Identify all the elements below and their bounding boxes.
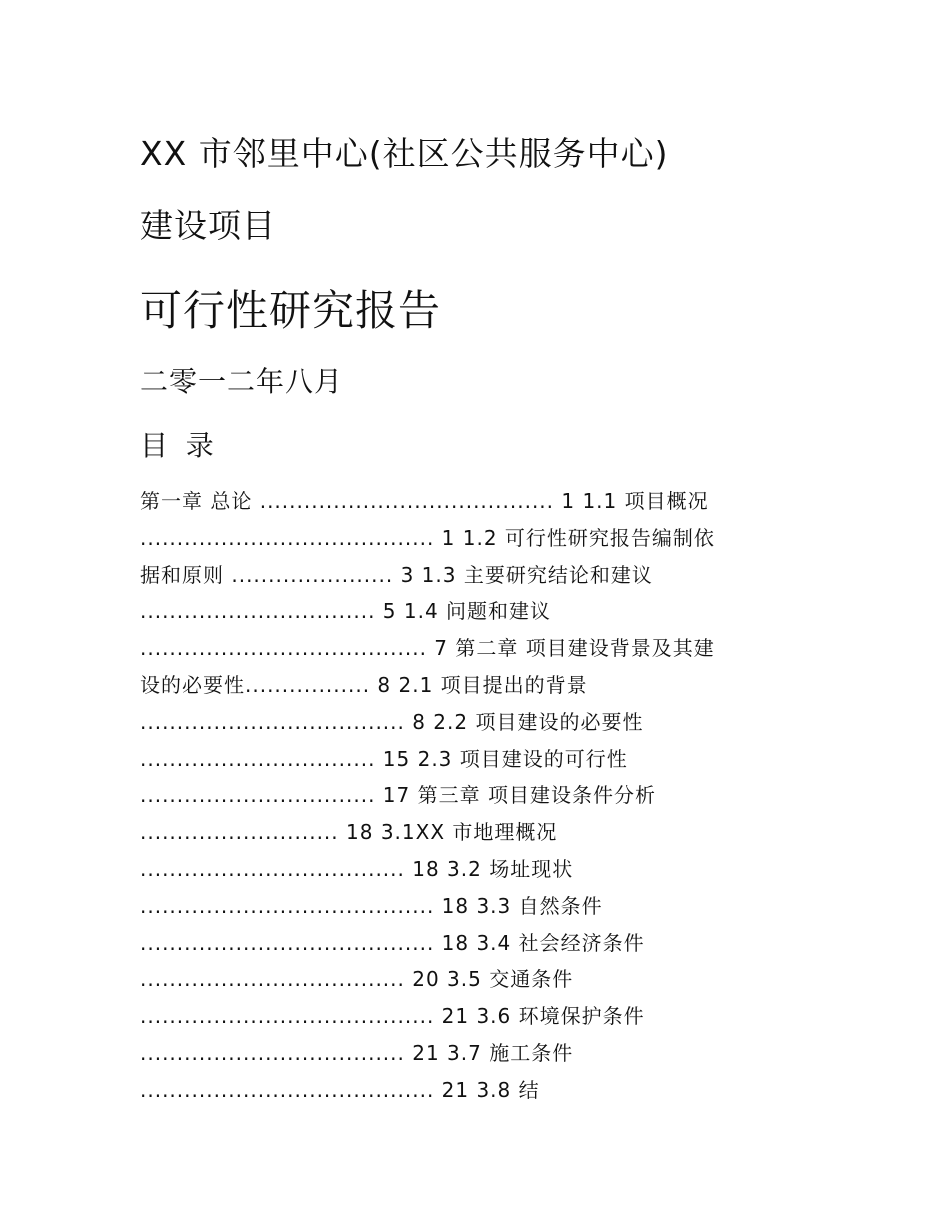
toc-line: 第一章 总论 ........................................ 1 1.1 项目概况 [140,489,709,513]
toc-line: ........................................ 21 3.6 环境保护条件 [140,1004,645,1029]
toc-line: ................................ 5 1.4 问题和建议 [140,599,552,624]
toc-line: ........................................ 18 3.3 自然条件 [140,893,603,918]
report-main-title: 可行性研究报告 [140,286,442,335]
toc-line: ................................ 15 2.3 项目建设的可行性 [140,746,628,771]
toc-line: .................................... 20 3.5 交通条件 [140,967,574,992]
toc-line: .................................... 8 2.2 项目建设的必要性 [140,709,644,734]
toc-heading-text: 目 录 [140,429,214,462]
toc-heading [140,424,214,464]
report-date: 二零一二年八月 [140,365,344,398]
toc-line: ........................... 18 3.1XX 市地理概况 [140,820,558,845]
toc-line: 设的必要性................. 8 2.1 项目提出的背景 [140,672,588,697]
report-title-line1: XX 市邻里中心(社区公共服务中心) [140,134,669,173]
toc-line: 据和原则 ...................... 3 1.3 主要研究结论和建议 [140,562,653,587]
toc-line: .................................... 18 3.2 场址现状 [140,856,574,881]
table-of-contents [140,483,800,1109]
toc-line: ........................................ 21 3.8 结 [140,1077,540,1102]
toc-line: ....................................... 7 第二章 项目建设背景及其建 [140,636,715,661]
toc-line: ........................................ 1 1.2 可行性研究报告编制依 [140,525,715,550]
report-title-line2: 建设项目 [140,206,276,245]
toc-line: ................................ 17 第三章 项目建设条件分析 [140,783,656,808]
toc-line: .................................... 21 3.7 施工条件 [140,1040,574,1065]
toc-line: ........................................ 18 3.4 社会经济条件 [140,930,645,955]
